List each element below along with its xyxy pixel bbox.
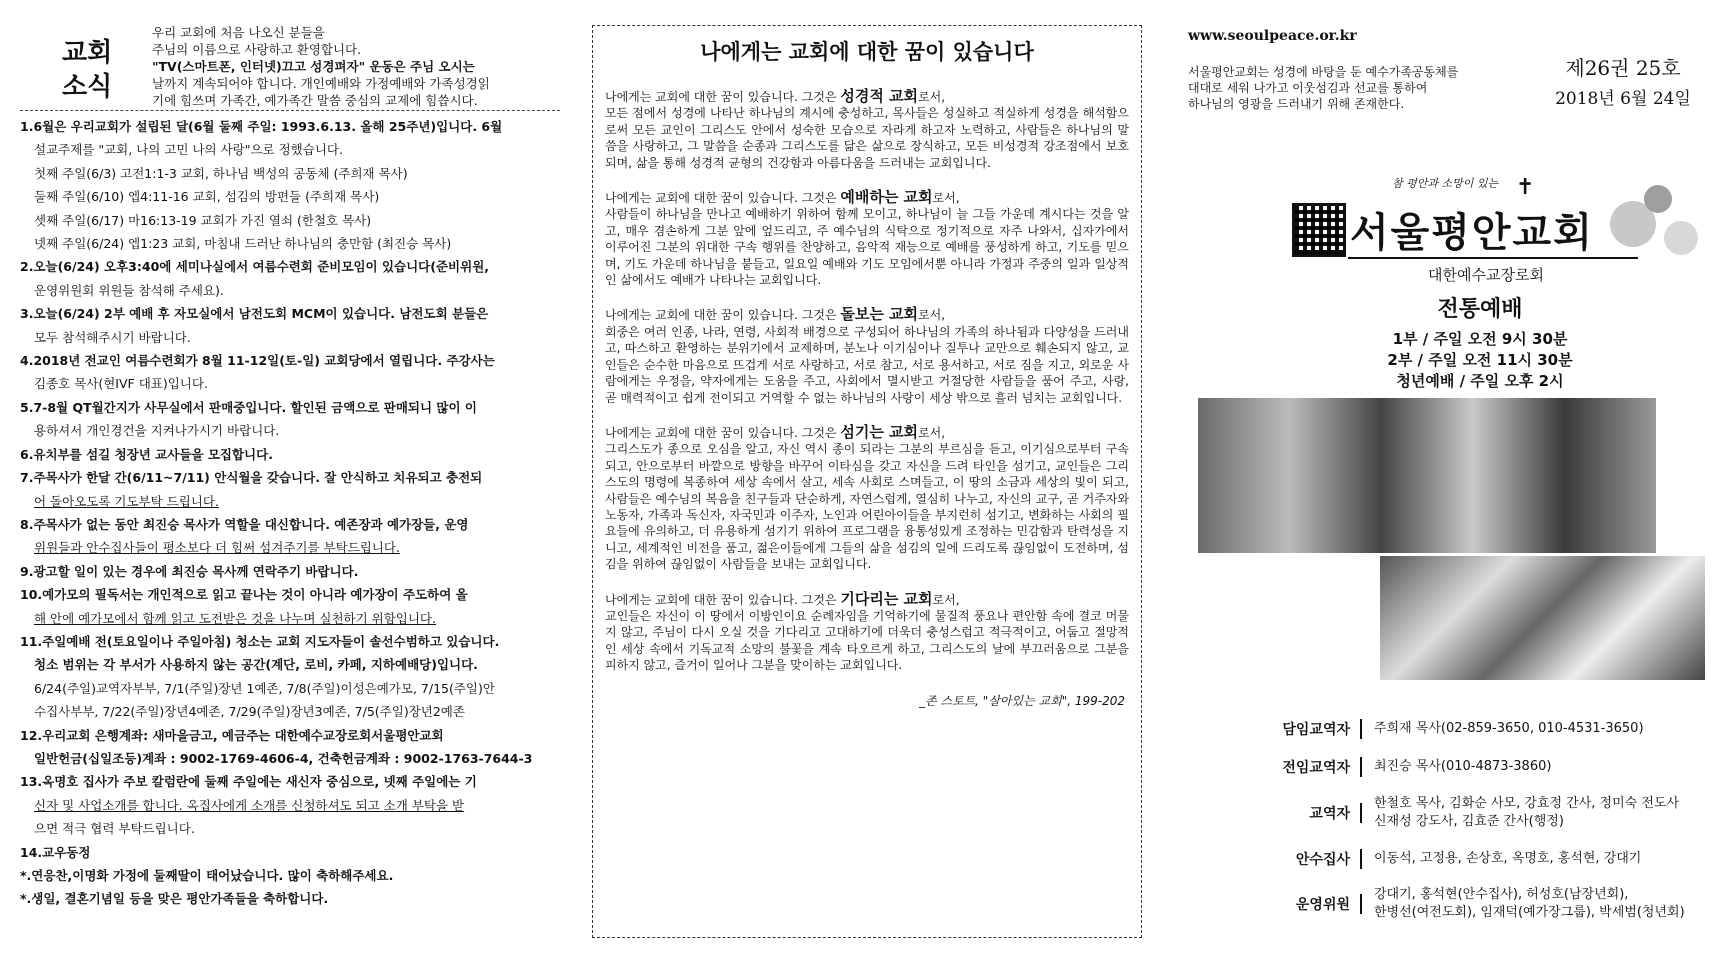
- news-item: 11.주일예배 전(토요일이나 주일아침) 청소는 교회 지도자들이 솔선수범하고 있습니다.: [20, 633, 500, 649]
- staff-value: [1362, 886, 1685, 922]
- paragraph-suffix: 로서,: [918, 425, 946, 440]
- sermon-line: 첫째 주일(6/3) 고전1:1-3 교회, 하나님 백성의 공동체 (주희재 목사): [34, 165, 408, 181]
- divider: [20, 110, 560, 111]
- paragraph-lead: 나에게는 교회에 대한 꿈이 있습니다. 그것은: [605, 308, 837, 323]
- decor-circle-icon: [1644, 185, 1672, 213]
- issue-number: 제26권 25호: [1565, 56, 1681, 80]
- staff-row: [1180, 788, 1705, 838]
- paragraph-body: 그리스도가 종으로 오심을 알고, 자신 역시 종이 되라는 그분의 부르심을 듣고, 이기심으로부터 구속되고, 안으로부터 바깥으로 방향을 바꾸어 이타심을 갖고 자신을 드려 타인을 섬기고, 교인들은 그리스도의 명령에 복종하여 세상 속에서 살고, 세속 사회로 스며들고, 이 땅의 소금과 세상의 빛이 되고, 사람들은 예수님의 복음을 친구들과 단순하게, 자연스럽게, 열심히 나누고, 자신의 교구, 곧 거주자와 노동자, 가족과 독신자, 자국민과 이주자, 노인과 어린아이들을 부지런히 섬기고, 변화하는 사회의 필요들에 유의하고, 더 유용하게 섬기기 위하여 프로그램을 융통성있게 조정하는 민감함과 탄력성을 지니고, 세계적인 비전을 품고, 젊은이들에게 그들의 삶을 섬김의 일에 드리도록 끊임없이 도전하며, 섬김을 위하여 끊임없이 사람들을 보내는 교회입니다.: [605, 442, 1129, 572]
- news-item: 7.주목사가 한달 간(6/11~7/11) 안식월을 갖습니다. 잘 안식하고 치유되고 충전되: [20, 470, 483, 486]
- issue-date: 2018년 6월 24일: [1555, 89, 1691, 109]
- congregation-photo: [1198, 398, 1656, 553]
- staff-value-line: 주희재 목사(02-859-3650, 010-4531-3650): [1374, 721, 1644, 736]
- paragraph-suffix: 로서,: [918, 308, 946, 323]
- staff-row: [1180, 880, 1705, 928]
- news-item: 으면 적극 협력 부탁드립니다.: [34, 821, 195, 837]
- paragraph-keyword: 돌보는 교회: [840, 305, 919, 324]
- news-item: 어 돌아오도록 기도부탁 드립니다.: [34, 493, 219, 509]
- staff-value-line: 한철호 목사, 김화순 사모, 강효정 간사, 정미숙 전도사: [1374, 796, 1680, 811]
- news-item: 1.6월은 우리교회가 설립된 달(6월 둘째 주일: 1993.6.13. 올해 25주년)입니다. 6월: [20, 119, 503, 134]
- worship-time: 1부 / 주일 오전 9시 30분: [1392, 330, 1568, 348]
- intro-line: "TV(스마트폰, 인터넷)끄고 성경펴자" 운동은 주님 오시는: [152, 59, 475, 74]
- paragraph-lead: 나에게는 교회에 대한 꿈이 있습니다. 그것은: [605, 90, 837, 104]
- worship-schedule: [1330, 292, 1630, 392]
- news-intro: [152, 24, 557, 109]
- intro-line: 주님의 이름으로 사랑하고 환영합니다.: [152, 42, 362, 57]
- news-item: 14.교우동정: [20, 844, 91, 860]
- intro-line: 날까지 계속되어야 합니다. 개인예배와 가정예배와 가족성경읽: [152, 76, 490, 91]
- denomination: 대한예수교장로회: [1428, 266, 1544, 284]
- paragraph-body: 교인들은 자신이 이 땅에서 이방인이요 순례자임을 기억하기에 물질적 풍요나 편안함 속에 결코 머물지 않고, 주님이 다시 오실 것을 기다리고 고대하기에 더욱더 충성스럽고 적극적이고, 어둡고 절망적인 세상 속에서 기독교적 소망의 불꽃을 계속 타오르게 하고, 그리스도의 날에 부끄러움으로 그분을 피하지 않고, 즐거이 일어나 그분을 맞이하는 교회입니다.: [605, 608, 1129, 673]
- news-item: 해 안에 예가모에서 함께 읽고 도전받은 것을 나누며 실천하기 위함입니다.: [34, 610, 436, 626]
- cross-icon: ✝: [1516, 175, 1535, 200]
- news-item: 모두 참석해주시기 바랍니다.: [34, 329, 191, 345]
- paragraph-lead: 나에게는 교회에 대한 꿈이 있습니다. 그것은: [605, 425, 837, 440]
- news-item: 9.광고할 일이 있는 경우에 최진승 목사께 연락주기 바랍니다.: [20, 563, 359, 579]
- news-header: [20, 0, 560, 110]
- sermon-line: 넷째 주일(6/24) 엡1:23 교회, 마침내 드러난 하나님의 충만함 (최진승 목사): [34, 236, 452, 252]
- news-item: 2.오늘(6/24) 오후3:40에 세미나실에서 여름수련회 준비모임이 있습니다(준비위원,: [20, 259, 490, 275]
- paragraph-keyword: 성경적 교회: [840, 87, 919, 105]
- qr-code-icon: [1292, 203, 1346, 257]
- cleaning-schedule: 수집사부부, 7/22(주일)장년4예존, 7/29(주일)장년3예존, 7/5(주일)장년2예존: [34, 704, 465, 720]
- staff-value-line: 최진승 목사(010-4873-3860): [1374, 759, 1552, 774]
- article-paragraph: [605, 424, 1129, 573]
- news-item: 6.유치부를 섬길 청장년 교사들을 모집합니다.: [20, 446, 273, 462]
- article-paragraph: [605, 189, 1129, 288]
- article-box: [592, 25, 1142, 938]
- church-name: 서울평안교회: [1350, 210, 1594, 256]
- article-paragraph: [605, 591, 1129, 674]
- news-item: 용하셔서 개인경건을 지켜나가시기 바랍니다.: [34, 423, 280, 439]
- paragraph-body: 모든 점에서 성경에 나타난 하나님의 계시에 충성하고, 목사들은 성실하고 적실하게 성경을 해석함으로써 모든 교인이 그리스도 안에서 성숙한 모습으로 자라게 하고자 노력하고, 사람들은 하나님의 말씀을 사랑하고, 그 말씀을 순종과 그리스도를 닮은 삶으로 장식하고, 모든 비성경적 강조점에서 보호되며, 삶을 통해 성경적 균형의 건강함과 아름다움을 드러내는 교회입니다.: [605, 106, 1129, 170]
- staff-label: 전임교역자: [1180, 757, 1362, 777]
- church-news-column: [20, 0, 560, 911]
- news-item: 5.7-8월 QT월간지가 사무실에서 판매중입니다. 할인된 금액으로 판매되니 많이 이: [20, 399, 477, 415]
- decor-circle-icon: [1664, 221, 1698, 255]
- staff-value: [1362, 795, 1679, 831]
- worship-time: 청년예배 / 주일 오후 2시: [1396, 372, 1564, 390]
- paragraph-keyword: 예배하는 교회: [840, 188, 933, 207]
- staff-value-line: 신재성 강도사, 김효준 간사(행정): [1374, 814, 1564, 829]
- bank-account-numbers: 일반헌금(십일조등)계좌 : 9002-1769-4606-4, 건축헌금계좌 : 9002-1763-7644-3: [34, 750, 533, 766]
- intro-line: 우리 교회에 처음 나오신 분들을: [152, 25, 325, 40]
- paragraph-lead: 나에게는 교회에 대한 꿈이 있습니다. 그것은: [605, 592, 837, 607]
- logo-underline: [1348, 257, 1638, 259]
- news-item: 운영위원회 위원들 참석해 주세요).: [34, 282, 224, 298]
- worship-title: 전통예배: [1437, 296, 1523, 322]
- cleaning-schedule: 6/24(주일)교역자부부, 7/1(주일)장년 1예존, 7/8(주일)이성은예가모, 7/15(주일)안: [34, 680, 495, 696]
- news-item: 8.주목사가 없는 동안 최진승 목사가 역할을 대신합니다. 예존장과 예가장들, 운영: [20, 516, 469, 532]
- article-title: 나에게는 교회에 대한 꿈이 있습니다: [700, 39, 1034, 64]
- church-website[interactable]: www.seoulpeace.or.kr: [1188, 28, 1357, 44]
- paragraph-lead: 나에게는 교회에 대한 꿈이 있습니다. 그것은: [605, 191, 837, 206]
- staff-row: [1180, 712, 1705, 746]
- logo-slogan: 참 평안과 소망이 있는: [1392, 177, 1499, 190]
- news-title: [62, 36, 122, 104]
- news-item: 13.옥명호 집사가 주보 칼럼란에 둘째 주일에는 새신자 중심으로, 넷째 주일에는 기: [20, 774, 477, 790]
- staff-directory: [1180, 712, 1705, 928]
- paragraph-suffix: 로서,: [932, 592, 960, 607]
- news-item: 설교주제를 "교회, 나의 고민 나의 사랑"으로 정했습니다.: [34, 142, 343, 158]
- news-title-line2: 소식: [62, 72, 113, 102]
- paragraph-suffix: 로서,: [918, 90, 946, 104]
- staff-value: [1362, 758, 1551, 776]
- staff-label: 교역자: [1180, 803, 1362, 823]
- mission-statement: [1188, 64, 1518, 112]
- mission-line: 서울평안교회는 성경에 바탕을 둔 예수가족공동체를: [1188, 65, 1459, 79]
- staff-label: 안수집사: [1180, 849, 1362, 869]
- paragraph-body: 사람들이 하나님을 만나고 예배하기 위하여 함께 모이고, 하나님이 늘 그들 가운데 계시다는 것을 알고, 매우 겸손하게 그분 앞에 엎드리고, 주 예수님의 식탁으로 정기적으로 자주 나와서, 십자가에서 이루어진 그분의 위대한 구속 행위를 찬양하고, 음악적 재능으로 예배를 풍성하게 하고, 기도를 믿으며, 기도 가운데 하나님을 붙들고, 일요일 예배와 기도 모임에서뿐 아니라 가정과 주중의 일과 일상적인 삶에서도 예배가 나타나는 교회입니다.: [605, 207, 1129, 288]
- mission-line: 하나님의 영광을 드러내기 위해 존재한다.: [1188, 97, 1405, 111]
- paragraph-keyword: 기다리는 교회: [840, 589, 933, 608]
- mission-line: 대대로 세워 나가고 이웃섬김과 선교를 통하여: [1188, 81, 1428, 95]
- news-item: 3.오늘(6/24) 2부 예배 후 자모실에서 남전도회 MCM이 있습니다. 남전도회 분들은: [20, 306, 489, 322]
- staff-value-line: 이동석, 고정용, 손상호, 옥명호, 홍석현, 강대기: [1374, 851, 1642, 866]
- paragraph-body: 회중은 여러 인종, 나라, 연령, 사회적 배경으로 구성되어 하나님의 가족의 하나됨과 다양성을 드러내고, 따스하고 환영하는 분위기에서 교제하며, 분노나 이기심이나 질투나 교만으로 훼손되지 않고, 교인들은 순수한 마음으로 뜨겁게 서로 사랑하고, 서로 참고, 서로 용서하고, 서로 짐을 지고, 외로운 사람에게는 우정을, 약자에게는 도움을 주고, 사회에서 멸시받고 거절당한 사람들을 품어 주고, 사랑, 곧 매력적이고 쉽게 전이되고 거역할 수 없는 하나님의 사랑이 세상 밖으로 흘러 넘치는 교회입니다.: [605, 324, 1129, 405]
- article-citation: _존 스토트, "살아있는 교회", 199-202: [919, 693, 1125, 708]
- news-item: 신자 및 사업소개를 합니다. 옥집사에게 소개를 신청하셔도 되고 소개 부탁을 받: [34, 797, 465, 813]
- news-items: [20, 115, 560, 911]
- paragraph-suffix: 로서,: [932, 191, 960, 206]
- news-item: *.생일, 결혼기념일 등을 맞은 평안가족들을 축하합니다.: [20, 891, 329, 907]
- church-logo: [1292, 165, 1702, 275]
- news-item: 4.2018년 전교인 여름수련회가 8월 11-12일(토-일) 교회당에서 열립니다. 주강사는: [20, 353, 495, 369]
- bank-account: 12.우리교회 은행계좌: 새마을금고, 예금주는 대한예수교장로회서울평안교회: [20, 727, 444, 743]
- news-item: *.연응찬,이명화 가정에 둘째딸이 태어났습니다. 많이 축하해주세요.: [20, 868, 394, 883]
- staff-label: 담임교역자: [1180, 719, 1362, 739]
- article-paragraph: [605, 306, 1129, 405]
- news-item: 김종호 목사(현IVF 대표)입니다.: [34, 376, 208, 392]
- sermon-line: 둘째 주일(6/10) 엡4:11-16 교회, 섬김의 방편들 (주희재 목사): [34, 189, 380, 205]
- staff-label: 운영위원: [1180, 894, 1362, 914]
- staff-row: [1180, 746, 1705, 788]
- children-praying-photo: [1380, 556, 1705, 680]
- paragraph-keyword: 섬기는 교회: [840, 422, 919, 441]
- staff-value-line: 강대기, 홍석현(안수집사), 허성호(남장년회),: [1374, 887, 1629, 902]
- staff-value: [1362, 720, 1644, 738]
- staff-row: [1180, 838, 1705, 880]
- staff-value-line: 한병선(여전도회), 임재덕(예가장그룹), 박세범(청년회): [1374, 905, 1685, 920]
- news-item: 위원들과 안수집사들이 평소보다 더 힘써 섬겨주기를 부탁드립니다.: [34, 540, 400, 556]
- worship-time: 2부 / 주일 오전 11시 30분: [1387, 351, 1573, 369]
- article-paragraph: [605, 88, 1129, 171]
- news-title-line1: 교회: [62, 38, 113, 68]
- news-item: 청소 범위는 각 부서가 사용하지 않는 공간(계단, 로비, 카페, 지하예배당)입니다.: [34, 657, 478, 673]
- news-item: 10.예가모의 필독서는 개인적으로 읽고 끝나는 것이 아니라 예가장이 주도하여 올: [20, 587, 468, 603]
- sermon-line: 셋째 주일(6/17) 마16:13-19 교회가 가진 열쇠 (한철호 목사): [34, 212, 372, 228]
- intro-line: 기에 힘쓰며 가족간, 예가족간 말씀 중심의 교제에 힘씁시다.: [152, 93, 478, 108]
- staff-value: [1362, 850, 1641, 868]
